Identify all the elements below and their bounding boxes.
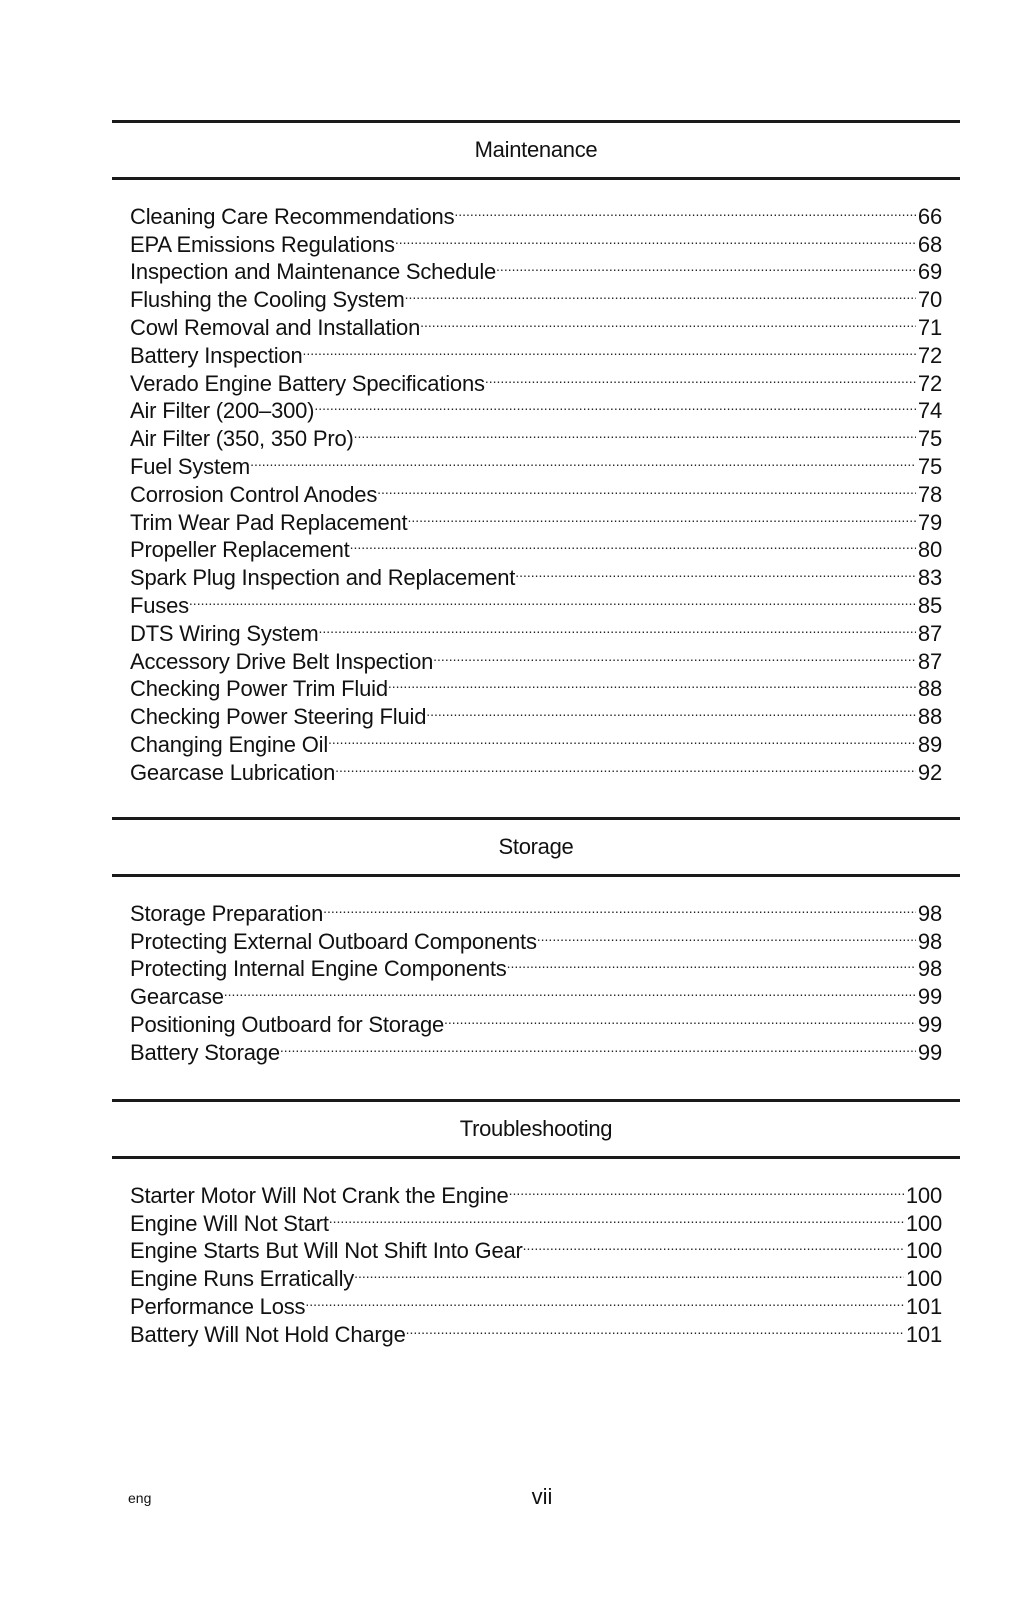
dot-leader bbox=[189, 585, 916, 613]
dot-leader bbox=[319, 613, 916, 641]
toc-entry-label: DTS Wiring System bbox=[130, 620, 319, 646]
dot-leader bbox=[433, 641, 916, 669]
dot-leader bbox=[426, 696, 916, 724]
toc-entry-page: 69 bbox=[917, 259, 942, 285]
toc-entry-page: 87 bbox=[917, 620, 942, 646]
dot-leader bbox=[509, 1175, 904, 1203]
toc-entry-label: Performance Loss bbox=[130, 1293, 306, 1319]
toc-entry-page: 83 bbox=[917, 565, 942, 591]
dot-leader bbox=[515, 557, 916, 585]
toc-entry[interactable] bbox=[130, 893, 942, 926]
toc-entry[interactable] bbox=[130, 613, 942, 646]
toc-entry-page: 88 bbox=[917, 704, 942, 730]
toc-entry-page: 71 bbox=[917, 314, 942, 340]
toc-entry-label: Engine Runs Erratically bbox=[130, 1266, 355, 1292]
toc-entry-page: 79 bbox=[917, 509, 942, 535]
dot-leader bbox=[406, 1314, 904, 1342]
toc-entry-label: Trim Wear Pad Replacement bbox=[130, 509, 408, 535]
toc-entry-label: Air Filter (200–300) bbox=[130, 398, 315, 424]
dot-leader bbox=[485, 363, 916, 391]
toc-entry-list bbox=[112, 893, 960, 1065]
toc-entry-page: 80 bbox=[917, 537, 942, 563]
section-title: Storage bbox=[498, 834, 574, 859]
toc-entry-page: 85 bbox=[917, 592, 942, 618]
toc-entry-label: Storage Preparation bbox=[130, 900, 324, 926]
toc-entry-page: 100 bbox=[905, 1182, 942, 1208]
dot-leader bbox=[350, 530, 916, 558]
dot-leader bbox=[407, 502, 915, 530]
toc-entry-page: 100 bbox=[905, 1210, 942, 1236]
toc-entry-label: Spark Plug Inspection and Replacement bbox=[130, 565, 516, 591]
dot-leader bbox=[250, 446, 916, 474]
toc-entry-label: EPA Emissions Regulations bbox=[130, 231, 395, 257]
dot-leader bbox=[314, 391, 916, 419]
toc-entry-label: Propeller Replacement bbox=[130, 537, 350, 563]
dot-leader bbox=[444, 1004, 916, 1032]
toc-entry-page: 101 bbox=[905, 1293, 942, 1319]
toc-entry-page: 75 bbox=[917, 453, 942, 479]
toc-entry-page: 66 bbox=[917, 203, 942, 229]
toc-entry-page: 70 bbox=[917, 287, 942, 313]
toc-entry-label: Protecting Internal Engine Components bbox=[130, 956, 507, 982]
toc-entry-label: Positioning Outboard for Storage bbox=[130, 1011, 445, 1037]
toc-entry-page: 89 bbox=[917, 731, 942, 757]
toc-entry-label: Gearcase Lubrication bbox=[130, 759, 336, 785]
dot-leader bbox=[507, 949, 916, 977]
dot-leader bbox=[496, 252, 916, 280]
toc-entry-list bbox=[112, 1175, 960, 1347]
toc-entry[interactable] bbox=[130, 976, 942, 1010]
toc-entry-page: 92 bbox=[917, 759, 942, 785]
toc-entry-page: 88 bbox=[917, 676, 942, 702]
dot-leader bbox=[354, 418, 916, 446]
toc-entry-label: Battery Storage bbox=[130, 1039, 280, 1065]
section-bottom-rule bbox=[112, 177, 960, 180]
section-bottom-rule bbox=[112, 874, 960, 877]
dot-leader bbox=[305, 1286, 904, 1314]
toc-entry-page: 68 bbox=[917, 231, 942, 257]
toc-entry-label: Protecting External Outboard Components bbox=[130, 928, 537, 954]
toc-entry[interactable] bbox=[130, 474, 942, 507]
toc-entry-page: 98 bbox=[917, 956, 942, 982]
toc-entry-label: Flushing the Cooling System bbox=[130, 287, 405, 313]
toc-entry-page: 101 bbox=[905, 1321, 942, 1347]
toc-entry-label: Verado Engine Battery Specifications bbox=[130, 370, 485, 396]
dot-leader bbox=[335, 752, 916, 780]
toc-entry[interactable] bbox=[130, 585, 942, 618]
dot-leader bbox=[280, 1032, 916, 1060]
dot-leader bbox=[354, 1258, 904, 1286]
dot-leader bbox=[420, 307, 916, 335]
dot-leader bbox=[329, 1203, 904, 1231]
toc-entry-page: 75 bbox=[917, 426, 942, 452]
toc-entry-page: 72 bbox=[917, 370, 942, 396]
toc-entry-page: 98 bbox=[917, 928, 942, 954]
footer-page-number: vii bbox=[531, 1484, 553, 1509]
toc-entry-label: Cowl Removal and Installation bbox=[130, 314, 421, 340]
toc-entry-page: 78 bbox=[917, 481, 942, 507]
section-title: Maintenance bbox=[474, 137, 598, 162]
toc-entry-page: 100 bbox=[905, 1238, 942, 1264]
toc-entry-label: Cleaning Care Recommendations bbox=[130, 203, 455, 229]
dot-leader bbox=[454, 196, 916, 224]
dot-leader bbox=[537, 921, 916, 949]
toc-entry-label: Battery Inspection bbox=[130, 342, 303, 368]
toc-entry-label: Corrosion Control Anodes bbox=[130, 481, 378, 507]
dot-leader bbox=[523, 1231, 904, 1259]
toc-entry-page: 87 bbox=[917, 648, 942, 674]
toc-entry-label: Inspection and Maintenance Schedule bbox=[130, 259, 497, 285]
section-title: Troubleshooting bbox=[459, 1116, 613, 1141]
toc-entry-page: 99 bbox=[917, 1011, 942, 1037]
dot-leader bbox=[395, 224, 916, 252]
section-maintenance bbox=[112, 120, 960, 785]
section-troubleshooting bbox=[112, 1099, 960, 1347]
dot-leader bbox=[328, 724, 916, 752]
toc-entry-page: 99 bbox=[917, 984, 942, 1010]
toc-entry-page: 100 bbox=[905, 1266, 942, 1292]
dot-leader bbox=[388, 669, 916, 697]
dot-leader bbox=[405, 279, 916, 307]
toc-entry-page: 99 bbox=[917, 1039, 942, 1065]
toc-entry-label: Checking Power Steering Fluid bbox=[130, 704, 427, 730]
toc-entry-label: Accessory Drive Belt Inspection bbox=[130, 648, 434, 674]
toc-entry-page: 74 bbox=[917, 398, 942, 424]
section-bottom-rule bbox=[112, 1156, 960, 1159]
toc-entry-label: Changing Engine Oil bbox=[130, 731, 329, 757]
toc-entry-label: Starter Motor Will Not Crank the Engine bbox=[130, 1182, 509, 1208]
dot-leader bbox=[224, 976, 916, 1004]
toc-entry-label: Engine Starts But Will Not Shift Into Gear bbox=[130, 1238, 523, 1264]
toc-entry-list bbox=[112, 196, 960, 785]
toc-entry-page: 72 bbox=[917, 342, 942, 368]
toc-entry[interactable] bbox=[130, 196, 942, 229]
toc-entry[interactable] bbox=[130, 1175, 942, 1208]
footer-language: eng bbox=[128, 1490, 152, 1506]
toc-entry-page: 98 bbox=[917, 900, 942, 926]
toc-entry-label: Fuel System bbox=[130, 453, 251, 479]
toc-entry[interactable] bbox=[130, 446, 942, 479]
toc-entry-label: Fuses bbox=[130, 592, 189, 618]
dot-leader bbox=[303, 335, 916, 363]
toc-entry-label: Engine Will Not Start bbox=[130, 1210, 329, 1236]
toc-entry-label: Battery Will Not Hold Charge bbox=[130, 1321, 406, 1347]
toc-entry-label: Air Filter (350, 350 Pro) bbox=[130, 426, 354, 452]
toc-entry[interactable] bbox=[130, 1004, 942, 1037]
toc-entry-label: Checking Power Trim Fluid bbox=[130, 676, 388, 702]
dot-leader bbox=[377, 474, 916, 502]
toc-entry-label: Gearcase bbox=[130, 984, 224, 1010]
dot-leader bbox=[323, 893, 916, 921]
section-storage bbox=[112, 817, 960, 1065]
